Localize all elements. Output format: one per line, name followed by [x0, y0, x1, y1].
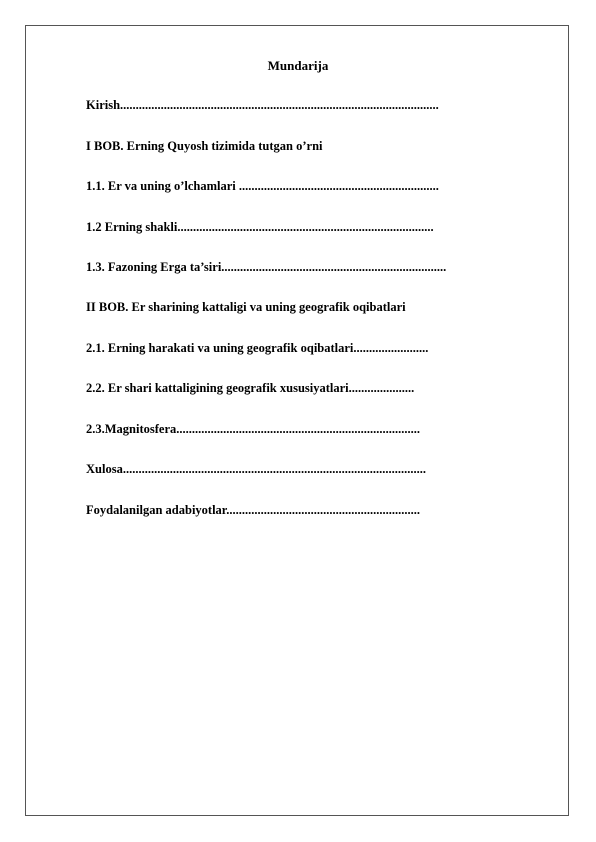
toc-entry-1-1: 1.1. Er va uning o’lchamlari ................................................................: [86, 179, 439, 193]
toc-entry-xulosa: Xulosa.................................................................................................: [86, 462, 426, 476]
toc-title: Mundarija: [267, 58, 329, 73]
toc-entry-references: Foydalanilgan adabiyotlar..............................................................: [86, 503, 420, 517]
toc-entry-2-3: 2.3.Magnitosfera..............................................................................: [86, 422, 421, 436]
toc-entry-kirish: Kirish......................................................................................................: [86, 98, 439, 112]
toc-entry-chapter-2: II BOB. Er sharining kattaligi va uning geografik oqibatlari: [86, 300, 406, 314]
toc-entry-2-2: 2.2. Er shari kattaligining geografik xususiyatlari.....................: [86, 381, 415, 395]
toc-entry-2-1: 2.1. Erning harakati va uning geografik oqibatlari........................: [86, 341, 429, 355]
toc-entry-1-3: 1.3. Fazoning Erga ta’siri........................................................................: [86, 260, 447, 274]
toc-entry-1-2: 1.2 Erning shakli..................................................................................: [86, 220, 434, 234]
toc-entry-chapter-1: I BOB. Erning Quyosh tizimida tutgan o’rni: [86, 139, 323, 153]
